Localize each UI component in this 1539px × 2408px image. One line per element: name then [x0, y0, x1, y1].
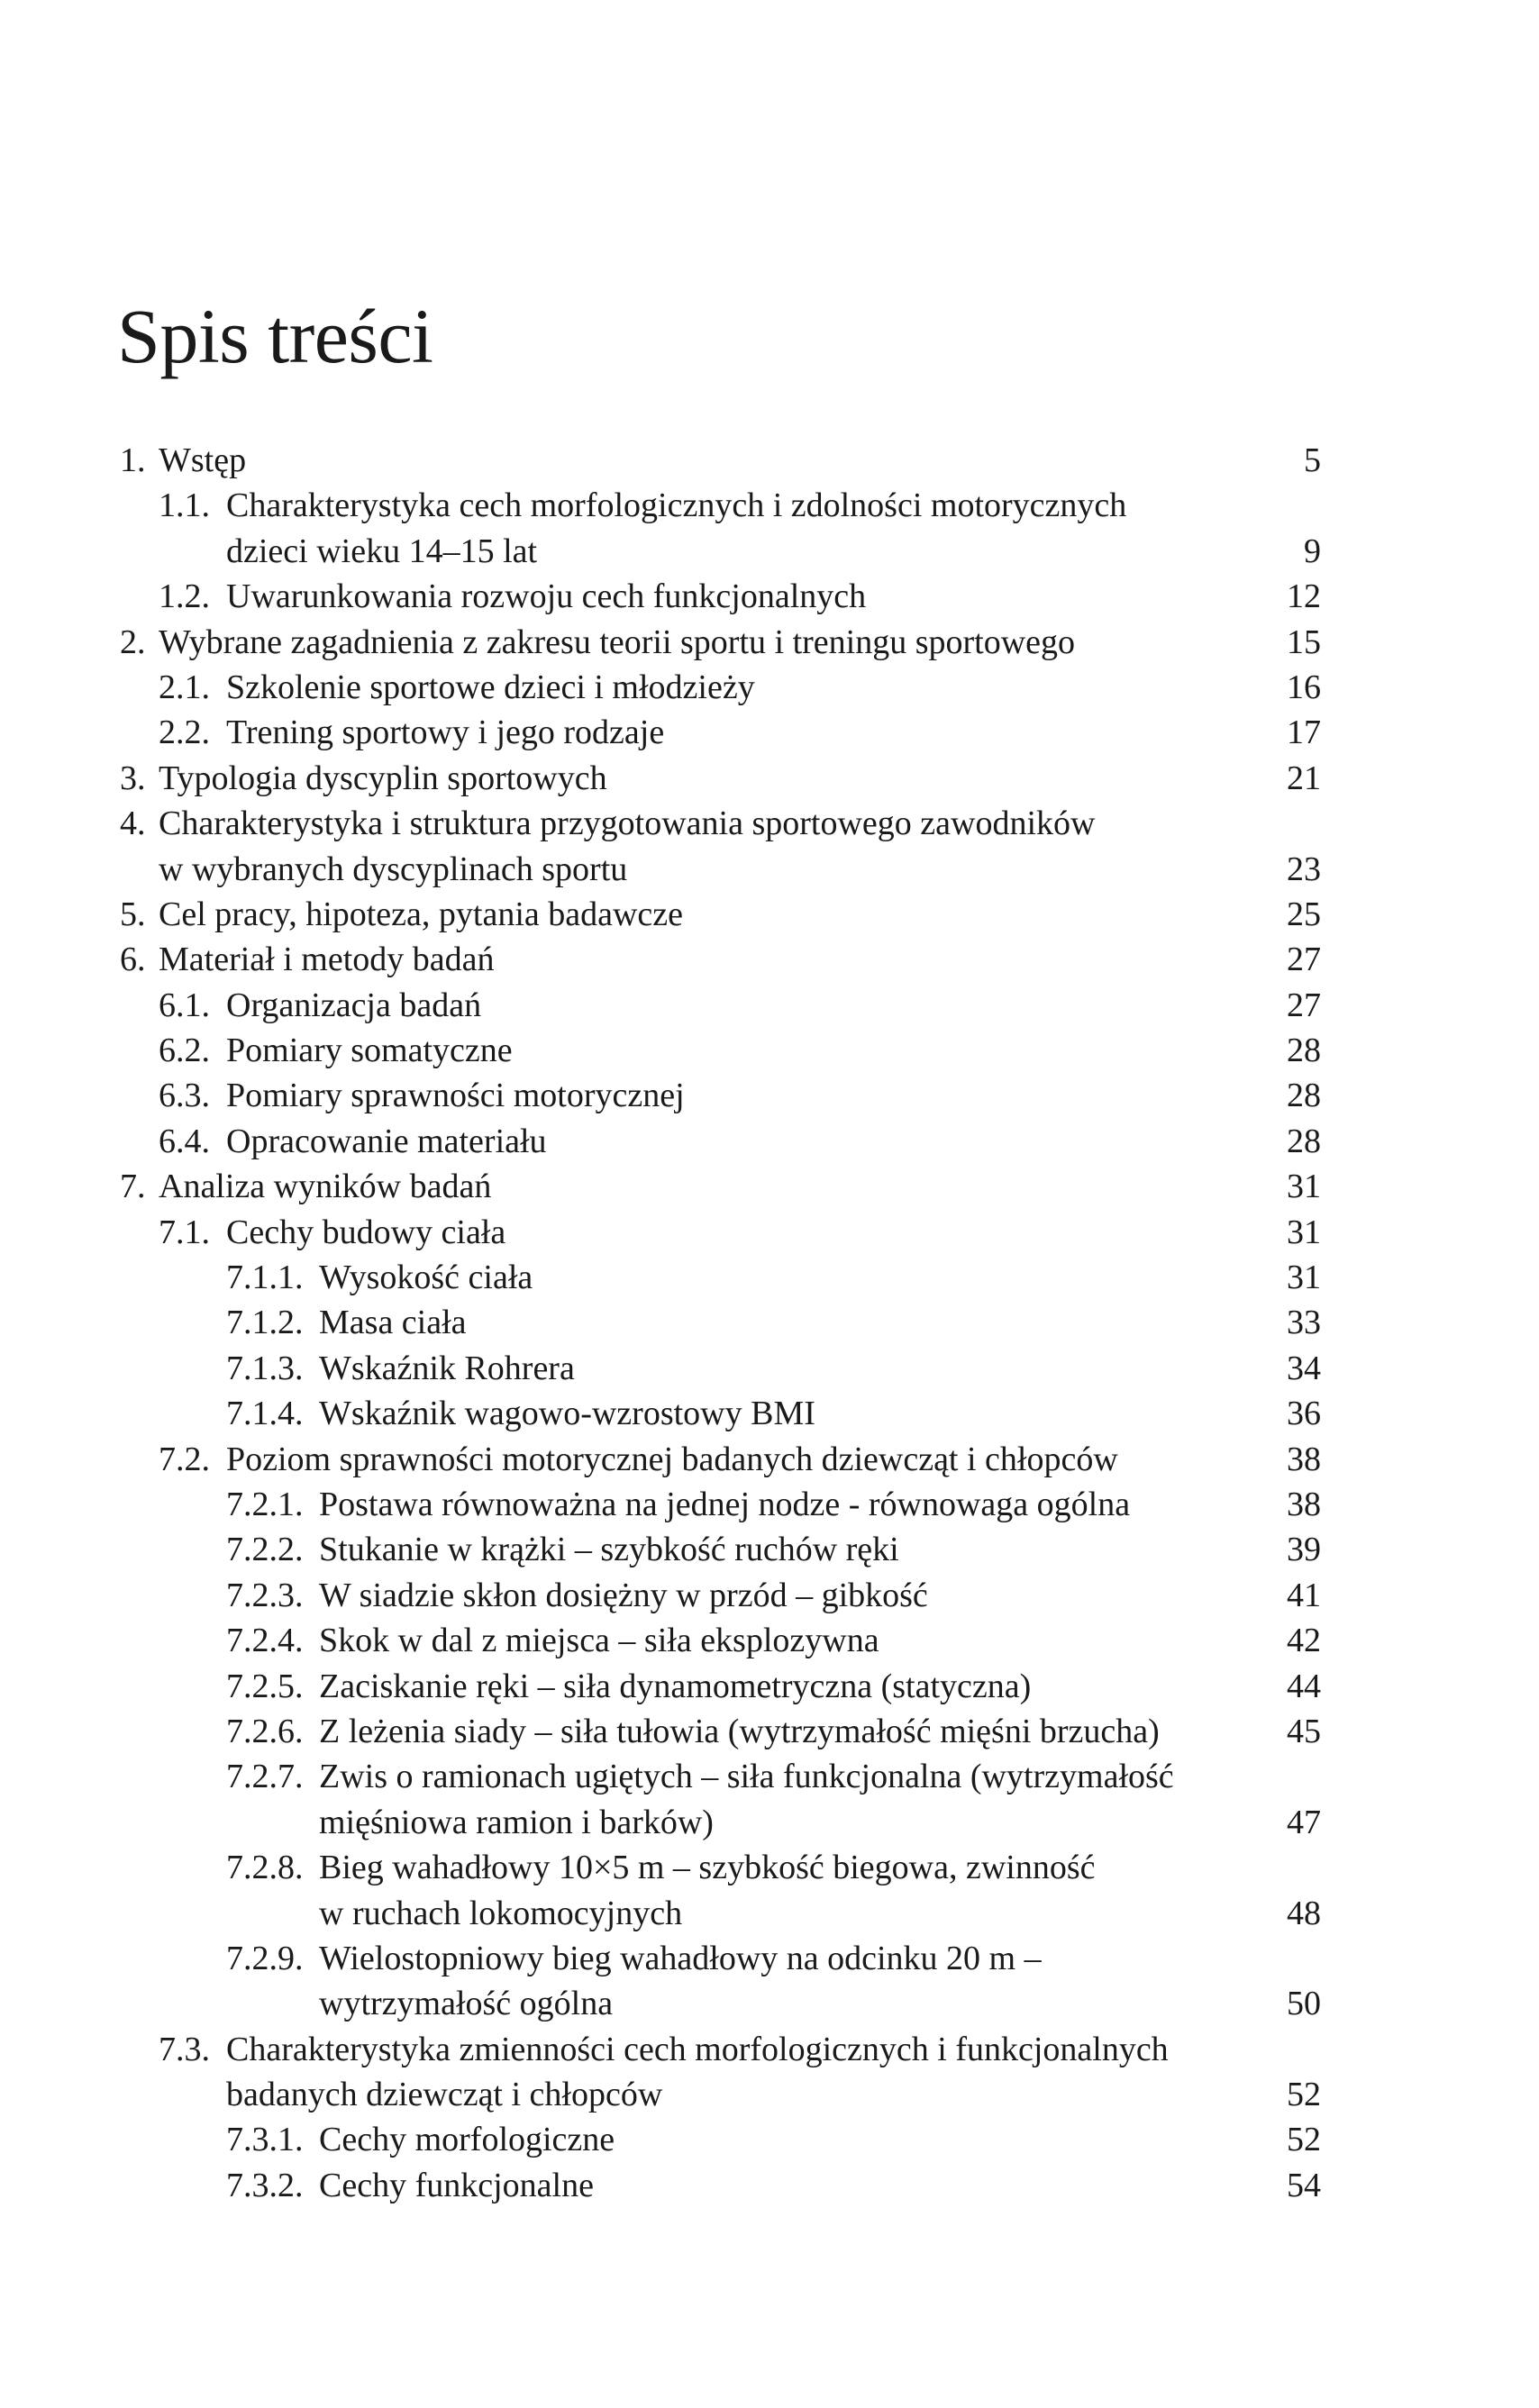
entry-number: 7.2.6. [226, 1712, 304, 1750]
toc-entry [0, 1482, 1539, 1527]
entry-number: 1. [120, 441, 146, 479]
toc-entry [0, 665, 1539, 710]
toc-entry [0, 1845, 1539, 1936]
entry-title: Zwis o ramionach ugiętych – siła funkcjonalna (wytrzymałość [319, 1758, 1174, 1796]
entry-title: Charakterystyka zmienności cech morfologicznych i funkcjonalnych [226, 2030, 1169, 2068]
entry-title: Organizacja badań [226, 986, 482, 1024]
toc-entry [0, 1936, 1539, 2027]
entry-title: Wstęp [159, 441, 247, 479]
entry-title: wytrzymałość ogólna [319, 1985, 614, 2023]
entry-number: 7.3.2. [226, 2166, 304, 2204]
entry-title: Materiał i metody badań [159, 940, 495, 979]
entry-title: Szkolenie sportowe dzieci i młodzieży [226, 668, 755, 706]
toc-entry [0, 2027, 1539, 2118]
entry-page-number: 28 [1287, 1122, 1321, 1160]
entry-number: 7.2.5. [226, 1667, 304, 1705]
entry-title: Masa ciała [319, 1304, 467, 1342]
entry-number: 1.1. [159, 486, 210, 525]
entry-page-number: 15 [1287, 622, 1321, 661]
toc-entry [0, 1300, 1539, 1345]
toc-entry [0, 1618, 1539, 1663]
entry-page-number: 39 [1287, 1531, 1321, 1569]
entry-page-number: 27 [1287, 986, 1321, 1024]
entry-title: Wskaźnik wagowo-wzrostowy BMI [319, 1395, 815, 1433]
entry-title: Pomiary somatyczne [226, 1031, 513, 1070]
entry-page-number: 28 [1287, 1077, 1321, 1115]
toc-entry [0, 1210, 1539, 1255]
toc-entry [0, 1754, 1539, 1845]
toc-entry [0, 620, 1539, 665]
toc-entry [0, 1527, 1539, 1572]
entry-number: 1.2. [159, 577, 210, 616]
entry-title: w wybranych dyscyplinach sportu [159, 850, 628, 888]
entry-number: 7.2.2. [226, 1531, 304, 1569]
toc-entry [0, 1119, 1539, 1164]
page-title: Spis treści [117, 293, 433, 379]
toc-entry [0, 1073, 1539, 1118]
entry-number: 7.1.4. [226, 1395, 304, 1433]
entry-title: Pomiary sprawności motorycznej [226, 1077, 685, 1115]
entry-title: Trening sportowy i jego rodzaje [226, 713, 665, 752]
entry-number: 7.2.1. [226, 1485, 304, 1523]
entry-title: badanych dziewcząt i chłopców [226, 2076, 663, 2114]
entry-page-number: 25 [1287, 895, 1321, 933]
toc-entry [0, 1664, 1539, 1709]
toc-entry [0, 2117, 1539, 2162]
entry-page-number: 42 [1287, 1622, 1321, 1660]
entry-page-number: 31 [1287, 1259, 1321, 1297]
entry-number: 5. [120, 895, 146, 933]
entry-number: 4. [120, 804, 146, 843]
entry-page-number: 38 [1287, 1440, 1321, 1478]
entry-title: Postawa równoważna na jednej nodze - równowaga ogólna [319, 1485, 1131, 1523]
entry-number: 7.1.2. [226, 1304, 304, 1342]
entry-page-number: 21 [1287, 759, 1321, 797]
entry-title: Analiza wyników badań [159, 1168, 492, 1206]
entry-number: 7.2. [159, 1440, 210, 1478]
toc-entry [0, 483, 1539, 574]
entry-title: W siadzie skłon dosiężny w przód – gibkość [319, 1576, 928, 1614]
toc-entry [0, 438, 1539, 483]
toc-entry [0, 1573, 1539, 1618]
entry-title: Uwarunkowania rozwoju cech funkcjonalnych [226, 577, 867, 616]
entry-number: 7.2.3. [226, 1576, 304, 1614]
entry-page-number: 34 [1287, 1349, 1321, 1387]
entry-title: Cel pracy, hipoteza, pytania badawcze [159, 895, 684, 933]
toc-entry [0, 710, 1539, 755]
entry-title: Cechy funkcjonalne [319, 2166, 594, 2204]
entry-number: 6. [120, 940, 146, 979]
entry-number: 3. [120, 759, 146, 797]
toc-entry [0, 892, 1539, 937]
entry-number: 2.2. [159, 713, 210, 752]
entry-number: 7.3. [159, 2030, 210, 2068]
entry-title: Wysokość ciała [319, 1259, 533, 1297]
entry-page-number: 45 [1287, 1712, 1321, 1750]
entry-title: Skok w dal z miejsca – siła eksplozywna [319, 1622, 879, 1660]
entry-number: 7.1.3. [226, 1349, 304, 1387]
entry-page-number: 52 [1287, 2121, 1321, 2159]
entry-page-number: 48 [1287, 1894, 1321, 1932]
entry-number: 2.1. [159, 668, 210, 706]
entry-page-number: 33 [1287, 1304, 1321, 1342]
toc-entry [0, 1391, 1539, 1436]
toc-entry [0, 801, 1539, 892]
entry-title: Opracowanie materiału [226, 1122, 547, 1160]
entry-page-number: 47 [1287, 1803, 1321, 1841]
toc-entry [0, 1346, 1539, 1391]
toc-entry [0, 1255, 1539, 1300]
toc-entry [0, 574, 1539, 619]
entry-page-number: 17 [1287, 713, 1321, 752]
entry-number: 2. [120, 622, 146, 661]
entry-number: 7.3.1. [226, 2121, 304, 2159]
entry-title: Zaciskanie ręki – siła dynamometryczna (statyczna) [319, 1667, 1032, 1705]
entry-number: 6.2. [159, 1031, 210, 1070]
toc-entry [0, 1437, 1539, 1482]
entry-number: 7.2.4. [226, 1622, 304, 1660]
entry-page-number: 31 [1287, 1213, 1321, 1251]
toc-entry [0, 1709, 1539, 1754]
entry-page-number: 12 [1287, 577, 1321, 616]
entry-title: Wielostopniowy bieg wahadłowy na odcinku 20 m – [319, 1939, 1042, 1977]
entry-page-number: 9 [1304, 532, 1321, 570]
entry-page-number: 44 [1287, 1667, 1321, 1705]
entry-page-number: 27 [1287, 940, 1321, 979]
entry-page-number: 54 [1287, 2166, 1321, 2204]
entry-page-number: 36 [1287, 1395, 1321, 1433]
entry-title: w ruchach lokomocyjnych [319, 1894, 683, 1932]
entry-title: mięśniowa ramion i barków) [319, 1803, 714, 1841]
entry-number: 7.2.7. [226, 1758, 304, 1796]
entry-page-number: 38 [1287, 1485, 1321, 1523]
toc-entry [0, 2163, 1539, 2208]
entry-page-number: 50 [1287, 1985, 1321, 2023]
entry-title: Poziom sprawności motorycznej badanych dziewcząt i chłopców [226, 1440, 1118, 1478]
entry-title: Z leżenia siady – siła tułowia (wytrzymałość mięśni brzucha) [319, 1712, 1160, 1750]
entry-number: 7.1.1. [226, 1259, 304, 1297]
entry-title: Charakterystyka cech morfologicznych i zdolności motorycznych [226, 486, 1127, 525]
entry-number: 7.2.9. [226, 1939, 304, 1977]
entry-title: Cechy morfologiczne [319, 2121, 615, 2159]
entry-title: Wybrane zagadnienia z zakresu teorii sportu i treningu sportowego [159, 622, 1076, 661]
entry-title: Charakterystyka i struktura przygotowania sportowego zawodników [159, 804, 1096, 843]
entry-number: 6.1. [159, 986, 210, 1024]
entry-number: 7. [120, 1168, 146, 1206]
entry-page-number: 41 [1287, 1576, 1321, 1614]
entry-number: 6.4. [159, 1122, 210, 1160]
toc-entry [0, 937, 1539, 982]
entry-title: Wskaźnik Rohrera [319, 1349, 575, 1387]
toc-entry [0, 983, 1539, 1028]
entry-number: 7.2.8. [226, 1849, 304, 1887]
table-of-contents [0, 438, 1539, 2208]
entry-title: Cechy budowy ciała [226, 1213, 506, 1251]
entry-title: dzieci wieku 14–15 lat [226, 532, 538, 570]
entry-title: Stukanie w krążki – szybkość ruchów ręki [319, 1531, 899, 1569]
entry-title: Bieg wahadłowy 10×5 m – szybkość biegowa, zwinność [319, 1849, 1096, 1887]
toc-entry [0, 756, 1539, 801]
entry-page-number: 52 [1287, 2076, 1321, 2114]
entry-page-number: 16 [1287, 668, 1321, 706]
entry-number: 7.1. [159, 1213, 210, 1251]
entry-page-number: 5 [1304, 441, 1321, 479]
entry-number: 6.3. [159, 1077, 210, 1115]
entry-page-number: 31 [1287, 1168, 1321, 1206]
toc-entry [0, 1164, 1539, 1209]
entry-page-number: 28 [1287, 1031, 1321, 1070]
toc-entry [0, 1028, 1539, 1073]
entry-title: Typologia dyscyplin sportowych [159, 759, 607, 797]
entry-page-number: 23 [1287, 850, 1321, 888]
